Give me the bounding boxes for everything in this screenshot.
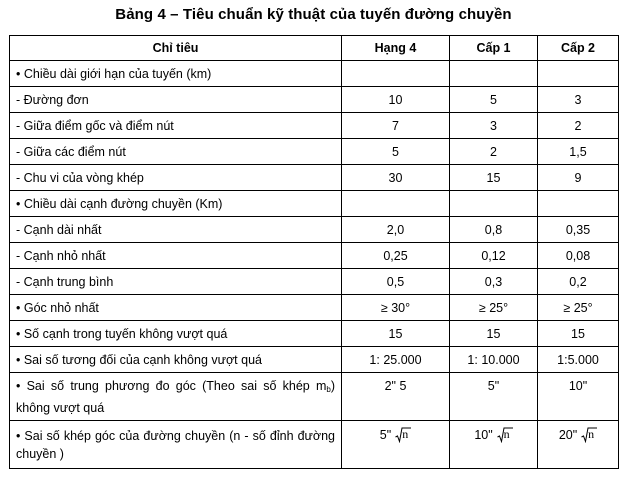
table-row [10, 113, 619, 139]
criterion-text: ) không vượt quá [16, 378, 335, 415]
header-hang4: Hạng 4 [342, 36, 450, 61]
square-root-icon [395, 427, 411, 443]
spec-table [9, 35, 619, 469]
criterion-text: • Sai số trung phương đo góc (Theo sai số khép m [16, 378, 327, 393]
criterion-cell: - Cạnh nhỏ nhất [10, 243, 342, 269]
value-cell: 0,25 [342, 243, 450, 269]
header-row [10, 36, 619, 61]
closure-coefficient: 10" [474, 428, 493, 442]
value-cell: 5 [450, 87, 538, 113]
criterion-cell: - Cạnh dài nhất [10, 217, 342, 243]
criterion-cell: - Cạnh trung bình [10, 269, 342, 295]
criterion-cell: • Chiều dài giới hạn của tuyến (km) [10, 61, 342, 87]
table-row [10, 87, 619, 113]
subscript: b [326, 384, 331, 394]
criterion-cell: - Giữa điểm gốc và điểm nút [10, 113, 342, 139]
value-cell: 7 [342, 113, 450, 139]
value-cell: 1,5 [538, 139, 619, 165]
square-root-icon [497, 427, 513, 443]
criterion-cell: • Sai số khép góc của đường chuyền (n - số đỉnh đường chuyền ) [10, 421, 342, 469]
value-cell: 2,0 [342, 217, 450, 243]
value-cell: 5" [450, 373, 538, 421]
header-criterion: Chỉ tiêu [10, 36, 342, 61]
table-row [10, 217, 619, 243]
value-cell: 3 [450, 113, 538, 139]
radicand: n [402, 427, 409, 441]
value-cell [538, 61, 619, 87]
value-cell: 15 [450, 321, 538, 347]
value-cell [538, 421, 619, 469]
value-cell: 2" 5 [342, 373, 450, 421]
table-row [10, 243, 619, 269]
value-cell: 9 [538, 165, 619, 191]
value-cell [450, 191, 538, 217]
value-cell: 0,2 [538, 269, 619, 295]
table-row [10, 347, 619, 373]
value-cell: 2 [450, 139, 538, 165]
value-cell [342, 61, 450, 87]
value-cell: 1: 10.000 [450, 347, 538, 373]
value-cell: 10" [538, 373, 619, 421]
value-cell: 0,12 [450, 243, 538, 269]
criterion-cell: • Sai số tương đối của cạnh không vượt quá [10, 347, 342, 373]
value-cell: ≥ 25° [450, 295, 538, 321]
criterion-cell: - Giữa các điểm nút [10, 139, 342, 165]
value-cell [450, 61, 538, 87]
value-cell [538, 191, 619, 217]
value-cell: 1: 25.000 [342, 347, 450, 373]
radicand: n [588, 427, 595, 441]
value-cell: 15 [342, 321, 450, 347]
table-row [10, 269, 619, 295]
criterion-cell: - Đường đơn [10, 87, 342, 113]
criterion-cell [10, 373, 342, 421]
criterion-cell: • Số cạnh trong tuyến không vượt quá [10, 321, 342, 347]
square-root-icon [581, 427, 597, 443]
table-row-angle-error [10, 373, 619, 421]
table-row [10, 295, 619, 321]
value-cell: 10 [342, 87, 450, 113]
criterion-cell: • Chiều dài cạnh đường chuyền (Km) [10, 191, 342, 217]
value-cell: 15 [450, 165, 538, 191]
value-cell: 15 [538, 321, 619, 347]
table-row [10, 191, 619, 217]
value-cell [342, 421, 450, 469]
value-cell: 3 [538, 87, 619, 113]
value-cell: 0,3 [450, 269, 538, 295]
table-row [10, 61, 619, 87]
table-title: Bảng 4 – Tiêu chuẩn kỹ thuật của tuyến đường chuyền [115, 6, 512, 23]
value-cell [342, 191, 450, 217]
criterion-cell: • Góc nhỏ nhất [10, 295, 342, 321]
value-cell: ≥ 25° [538, 295, 619, 321]
value-cell: 0,35 [538, 217, 619, 243]
value-cell: 0,8 [450, 217, 538, 243]
value-cell: 30 [342, 165, 450, 191]
value-cell: 2 [538, 113, 619, 139]
value-cell: ≥ 30° [342, 295, 450, 321]
closure-coefficient: 20" [558, 428, 578, 442]
value-cell: 1:5.000 [538, 347, 619, 373]
value-cell: 5 [342, 139, 450, 165]
table-row [10, 139, 619, 165]
value-cell: 0,5 [342, 269, 450, 295]
radicand: n [503, 427, 510, 441]
closure-coefficient: 5" [379, 428, 392, 442]
table-row-closure-error [10, 421, 619, 469]
header-cap1: Cấp 1 [450, 36, 538, 61]
header-cap2: Cấp 2 [538, 36, 619, 61]
criterion-cell: - Chu vi của vòng khép [10, 165, 342, 191]
table-row [10, 165, 619, 191]
value-cell [450, 421, 538, 469]
value-cell: 0,08 [538, 243, 619, 269]
table-row [10, 321, 619, 347]
